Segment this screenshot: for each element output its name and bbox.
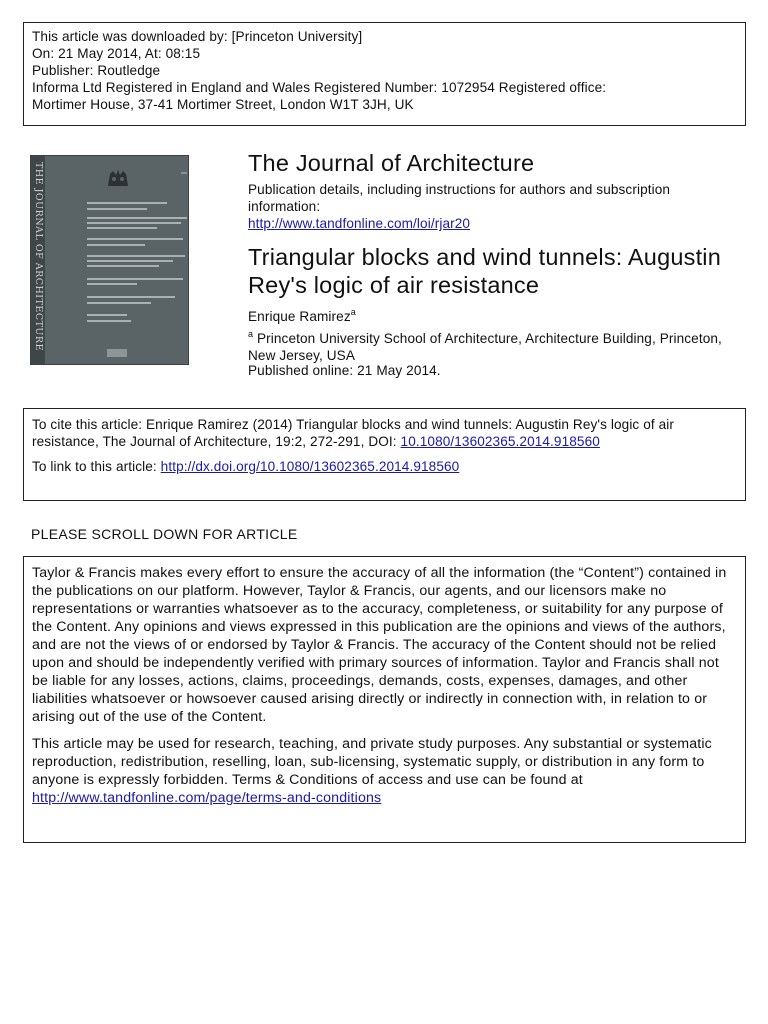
cover-crest-icon [105, 168, 131, 188]
journal-cover-image [30, 155, 189, 365]
article-doi-url-link[interactable]: http://dx.doi.org/10.1080/13602365.2014.918560 [160, 459, 460, 474]
publisher-line: Publisher: Routledge [32, 63, 161, 78]
affiliation-superscript: a [248, 329, 254, 339]
citation-box [23, 408, 746, 501]
registered-office-line: Mortimer House, 37-41 Mortimer Street, London W1T 3JH, UK [32, 97, 414, 112]
citation-body: To cite this article: Enrique Ramirez (2014) Triangular blocks and wind tunnels: Augustin Rey's logic of air resistance, The Journal of Architecture, 19:2, 272-291, DOI: [32, 417, 675, 449]
terms-text: This article may be used for research, teaching, and private study purposes. Any substantial or systematic reproduction, redistribution, reselling, loan, sub-licensing, systematic supply, or distribution in any form to anyone is expressly forbidden. Terms & Conditions of access and use can be found at [32, 736, 712, 788]
terms-link[interactable]: http://www.tandfonline.com/page/terms-and-conditions [32, 790, 382, 806]
published-date: Published online: 21 May 2014. [248, 363, 441, 378]
disclaimer-paragraph: Taylor & Francis makes every effort to ensure the accuracy of all the information (the “Content”) contained in the publications on our platform. However, Taylor & Francis, our agents, and our licensors make no representations or warranties whatsoever as to the accuracy, completeness, or suitability for any purpose of the Content. Any opinions and views expressed in this publication are the opinions and views of the authors, and are not the views of or endorsed by Taylor & Francis. The accuracy of the Content should not be relied upon and should be independently verified with primary sources of information. Taylor and Francis shall not be liable for any losses, actions, claims, proceedings, demands, costs, expenses, damages, and other liabilities whatsoever or howsoever caused arising directly or indirectly in connection with, in relation to or arising out of the use of the Content. [32, 565, 727, 725]
download-info-box [23, 22, 746, 126]
cover-publisher-logo [107, 349, 127, 357]
download-date-line: On: 21 May 2014, At: 08:15 [32, 46, 201, 61]
downloaded-by-line: This article was downloaded by: [Princeton University] [32, 29, 363, 44]
journal-title: The Journal of Architecture [248, 150, 535, 176]
citation-text [32, 416, 737, 450]
article-title: Triangular blocks and wind tunnels: Augustin Rey's logic of air resistance [248, 244, 721, 298]
disclaimer-box [23, 556, 746, 843]
terms-paragraph [32, 735, 737, 807]
affiliation-text: Princeton University School of Architecture, Architecture Building, Princeton, New Jersey, USA [248, 331, 722, 363]
publication-details: Publication details, including instructions for authors and subscription information: [248, 182, 671, 214]
registration-line: Informa Ltd Registered in England and Wales Registered Number: 1072954 Registered office: [32, 80, 607, 95]
article-link-label: To link to this article: [32, 459, 161, 474]
author-superscript: a [350, 307, 356, 317]
cover-spine [31, 156, 45, 364]
affiliation [248, 326, 738, 364]
doi-link[interactable]: 10.1080/13602365.2014.918560 [400, 434, 600, 449]
author-line [248, 304, 356, 325]
journal-link[interactable]: http://www.tandfonline.com/loi/rjar20 [248, 216, 471, 231]
author-name: Enrique Ramirez [248, 309, 351, 324]
cover-spine-title: THE JOURNAL OF ARCHITECTURE [33, 162, 44, 352]
cover-issue-mark [181, 172, 187, 174]
article-link-line [32, 458, 737, 475]
scroll-down-notice: PLEASE SCROLL DOWN FOR ARTICLE [31, 526, 298, 542]
